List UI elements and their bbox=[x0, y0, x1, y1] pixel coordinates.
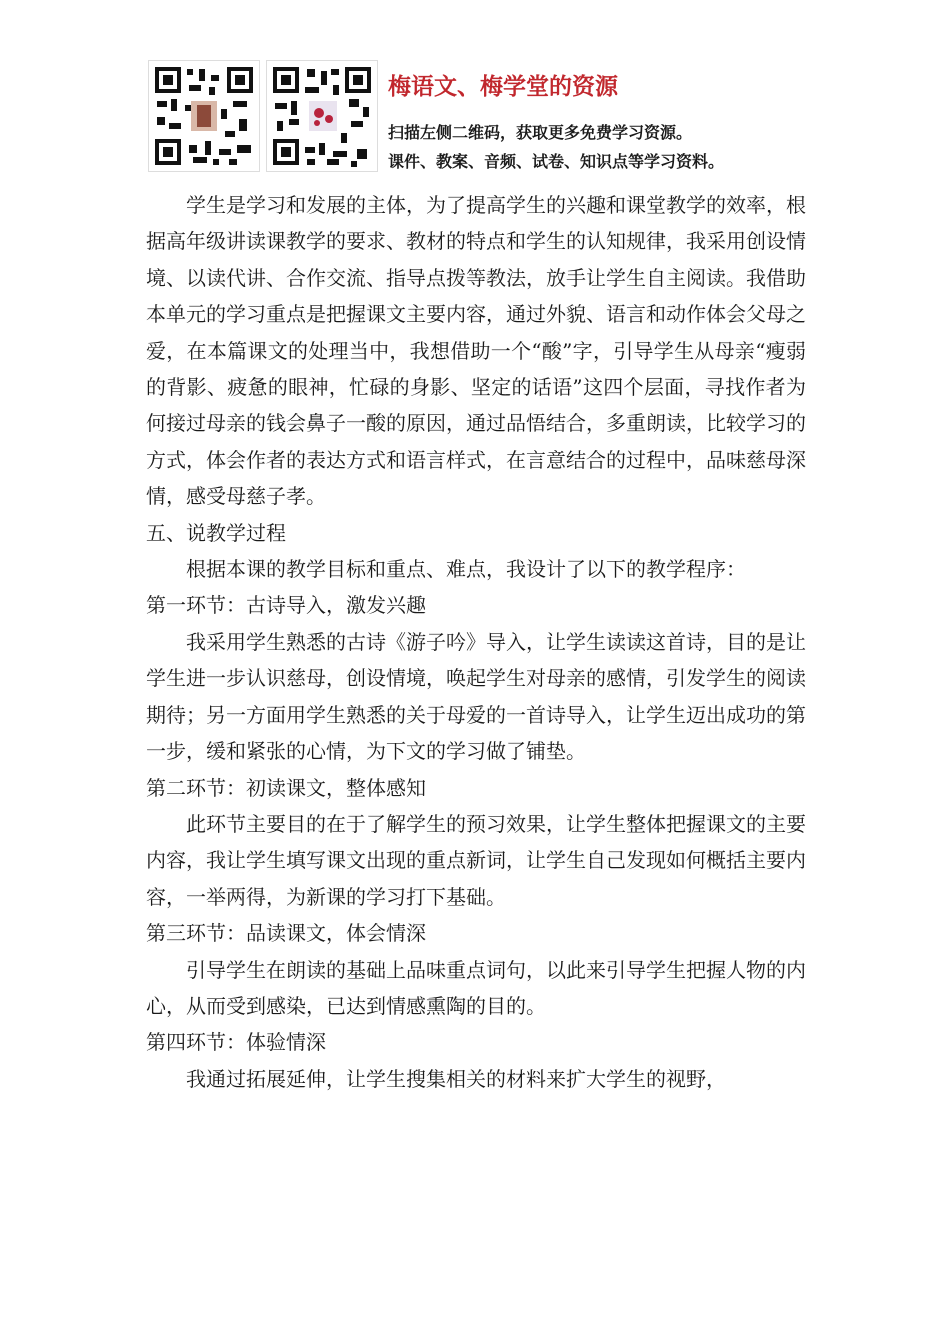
paragraph: 引导学生在朗读的基础上品味重点词句，以此来引导学生把握人物的内心，从而受到感染，已达到情感熏陶的目的。 bbox=[146, 957, 806, 1018]
paragraph: 我采用学生熟悉的古诗《游子吟》导入，让学生读读这首诗，目的是让学生进一步认识慈母，创设情境，唤起学生对母亲的感情，引发学生的阅读期待；另一方面用学生熟悉的关于母爱的一首诗导入，让学生迈出成功的第一步，缓和紧张的心情，为下文的学习做了铺垫。 bbox=[146, 629, 806, 764]
step-heading: 第三环节：品读课文，体会情深 bbox=[146, 921, 426, 946]
paragraph: 此环节主要目的在于了解学生的预习效果，让学生整体把握课文的主要内容，我让学生填写课文出现的重点新词，让学生自己发现如何概括主要内容，一举两得，为新课的学习打下基础。 bbox=[146, 811, 806, 909]
qr-code-icon[interactable] bbox=[148, 60, 260, 172]
resource-header bbox=[148, 60, 828, 174]
brand-title: 梅语文、梅学堂的资源 bbox=[388, 74, 618, 100]
step-heading: 第四环节：体验情深 bbox=[146, 1030, 326, 1055]
resource-types: 课件、教案、音频、试卷、知识点等学习资料。 bbox=[388, 152, 725, 171]
document-body bbox=[146, 187, 806, 1097]
step-heading: 第一环节：古诗导入，激发兴趣 bbox=[146, 593, 426, 618]
paragraph: 我通过拓展延伸，让学生搜集相关的材料来扩大学生的视野， bbox=[186, 1066, 726, 1091]
paragraph: 学生是学习和发展的主体，为了提高学生的兴趣和课堂教学的效率，根据高年级讲读课教学的要求、教材的特点和学生的认知规律，我采用创设情境、以读代讲、合作交流、指导点拨等教法，放手让学生自主阅读。我借助本单元的学习重点是把握课文主要内容，通过外貌、语言和动作体会父母之爱，在本篇课文的处理当中，我想借助一个“酸”字，引导学生从母亲“瘦弱的背影、疲惫的眼神，忙碌的身影、坚定的话语”这四个层面，寻找作者为何接过母亲的钱会鼻子一酸的原因，通过品悟结合，多重朗读，比较学习的方式，体会作者的表达方式和语言样式，在言意结合的过程中，品味慈母深情，感受母慈子孝。 bbox=[146, 193, 806, 509]
qr-code-icon[interactable] bbox=[266, 60, 378, 172]
scan-instruction: 扫描左侧二维码，获取更多免费学习资源。 bbox=[388, 123, 693, 142]
step-heading: 第二环节：初读课文，整体感知 bbox=[146, 775, 426, 800]
section-heading: 五、说教学过程 bbox=[146, 520, 286, 545]
paragraph: 根据本课的教学目标和重点、难点，我设计了以下的教学程序： bbox=[186, 557, 746, 582]
